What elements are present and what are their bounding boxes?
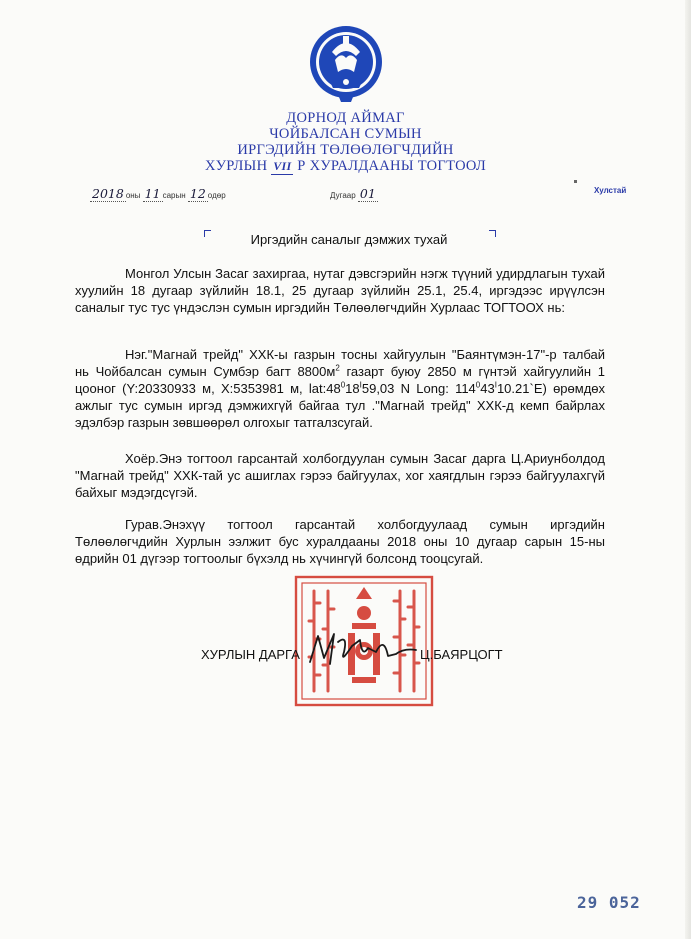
paragraph-two-text: Хоёр.Энэ тогтоол гарсантай холбогдуулан сумын Засаг дарга Ц.Ариунболдод "Магнай трейд" ХХК-тай ус ашиглах гэрээ байгуулах, хог хаягдлын гэрээ байгуулахгүй байхыг мэдэгдсүгэй. xyxy=(75,451,605,500)
date-year-label: оны xyxy=(125,191,141,200)
date-day-label: одөр xyxy=(207,191,226,200)
header-resolution xyxy=(150,158,541,175)
paragraph-one-text: Нэг."Магнай трейд" ХХК-ы газрын тосны хайгуулын "Баянтүмэн-17"-р талбай нь Чойбалсан сумын Сумбэр багт $8800м^2$ газарт буюу 2850 м гүнтэй хайгуулийн 1 цооног (Y:20330933 м, X:5353981 м, $lat:48^018^I59,03$ N Long: $114^043^I10.21`E$) өрөмдөх ажлыг тус сумын иргэд дэмжихгүй байгаа тул ."Магнай трейд" ХХК-д кемп байрлах эдэлбэр газрын зөвшөөрөл олгохыг татгалзсугай. xyxy=(75,347,606,430)
date-month-label: сарын xyxy=(162,191,186,200)
scan-speck xyxy=(574,180,577,183)
header-line4-prefix: ХУРЛЫН xyxy=(204,158,268,174)
registry-stamp-number: 29 052 xyxy=(577,893,641,912)
resolution-number xyxy=(330,186,378,201)
header-aimag: ДОРНОД АЙМАГ xyxy=(286,110,405,126)
handwritten-signature xyxy=(304,628,424,670)
subject-bracket-left xyxy=(204,230,211,237)
date-year: 2018 xyxy=(92,186,124,201)
paragraph-three xyxy=(75,516,605,567)
chairman-title: ХУРЛЫН ДАРГА xyxy=(201,647,300,662)
paragraph-one xyxy=(75,346,605,431)
number-value: 01 xyxy=(359,186,376,201)
paragraph-two xyxy=(75,450,605,501)
date-month: 11 xyxy=(144,186,161,201)
paragraph-preamble-text: Монгол Улсын Засаг захиргаа, нутаг дэвсгэрийн нэгж түүний удирдлагын тухай хуулийн 18 дугаар зүйлийн 18.1, 25 дугаар зүйлийн 25.1, 25.4, иргэдээс ирүүлсэн саналыг тус тус үндэслэн сумын иргэдийн Төлөөлөгчдийн Хурлаас ТОГТООХ нь: xyxy=(75,266,605,315)
number-label: Дугаар xyxy=(330,191,356,200)
header-line4-suffix: Р ХУРАЛДААНЫ ТОГТООЛ xyxy=(297,158,487,174)
paragraph-three-text: Гурав.Энэхүү тогтоол гарсантай холбогдуулаад сумын иргэдийн Төлөөлөгчдийн Хурлын ээлжит бус хуралдааны 2018 оны 10 дугаар сарын 15-ны өдрийн 01 дүгээр тогтоолыг бүхэлд нь хүчингүй болсонд тооцсугай. xyxy=(75,517,605,566)
resolution-place: Хулстай xyxy=(594,186,627,195)
page-edge xyxy=(685,0,691,939)
header-council: ИРГЭДИЙН ТӨЛӨӨЛӨГЧДИЙН xyxy=(237,142,454,158)
paragraph-preamble xyxy=(75,265,605,316)
chairman-name: Ц.БАЯРЦОГТ xyxy=(420,647,503,662)
date-day: 12 xyxy=(189,186,206,201)
resolution-date xyxy=(90,186,226,201)
mongolia-emblem-icon xyxy=(307,22,385,108)
session-number: VII xyxy=(273,159,292,173)
resolution-subject: Иргэдийн саналыг дэмжих тухай xyxy=(250,232,448,247)
header-soum: ЧОЙБАЛСАН СУМЫН xyxy=(269,126,422,142)
subject-bracket-right xyxy=(489,230,496,237)
